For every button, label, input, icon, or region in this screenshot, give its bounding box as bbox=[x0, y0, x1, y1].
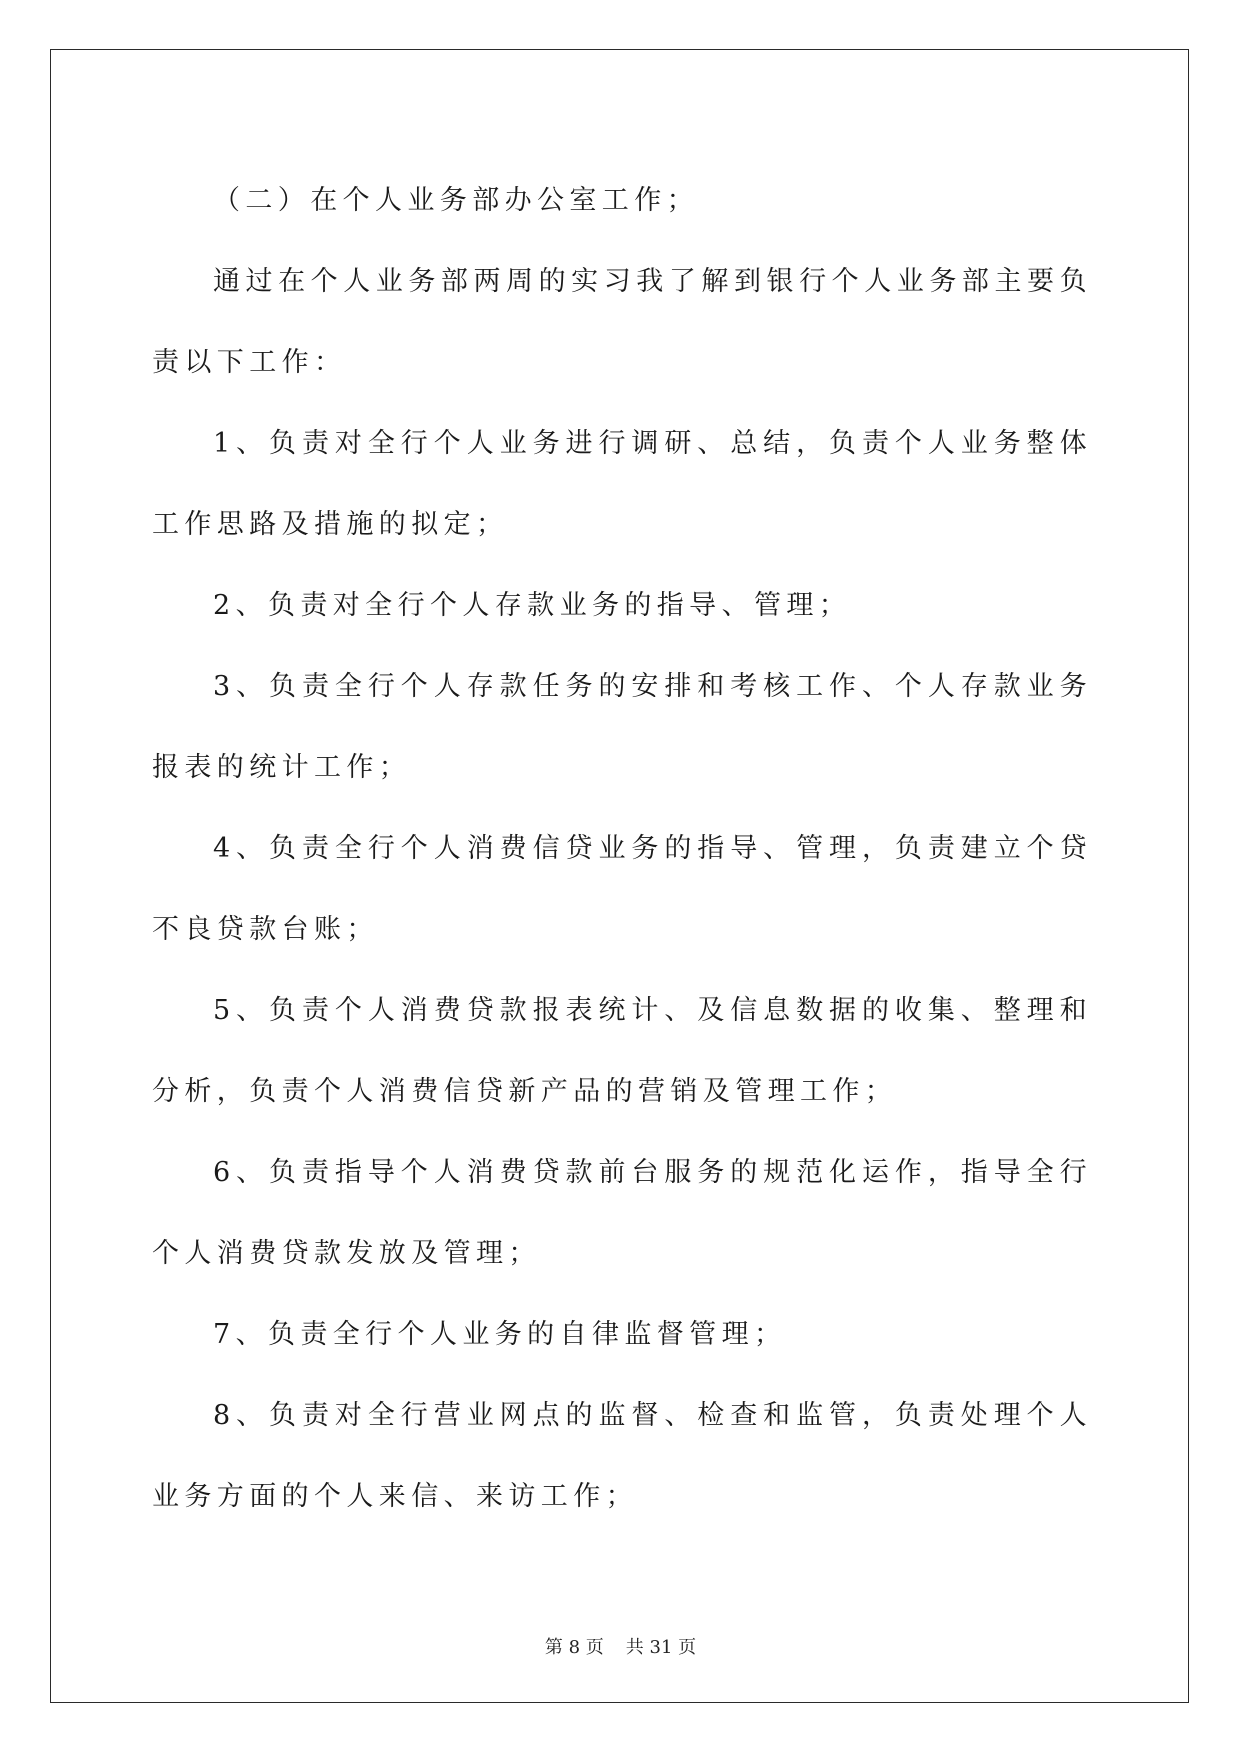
paragraph-item-1: 1、负责对全行个人业务进行调研、总结，负责个人业务整体工作思路及措施的拟定； bbox=[152, 428, 1092, 540]
page-total: 共 31 页 bbox=[625, 1637, 697, 1658]
paragraph-item-8: 8、负责对全行营业网点的监督、检查和监管，负责处理个人业务方面的个人来信、来访工作； bbox=[152, 1400, 1092, 1512]
paragraph-intro: 通过在个人业务部两周的实习我了解到银行个人业务部主要负责以下工作： bbox=[152, 266, 1092, 378]
paragraph-item-5: 5、负责个人消费贷款报表统计、及信息数据的收集、整理和分析，负责个人消费信贷新产品的营销及管理工作； bbox=[152, 995, 1092, 1107]
paragraph-item-2: 2、负责对全行个人存款业务的指导、管理； bbox=[213, 590, 852, 621]
document-body bbox=[152, 160, 1092, 1537]
paragraph-item-4: 4、负责全行个人消费信贷业务的指导、管理，负责建立个贷不良贷款台账； bbox=[152, 833, 1092, 945]
page-number: 第 8 页 bbox=[544, 1637, 604, 1658]
paragraph-item-7: 7、负责全行个人业务的自律监督管理； bbox=[213, 1319, 787, 1350]
paragraph-item-6: 6、负责指导个人消费贷款前台服务的规范化运作，指导全行个人消费贷款发放及管理； bbox=[152, 1157, 1092, 1269]
paragraph-item-3: 3、负责全行个人存款任务的安排和考核工作、个人存款业务报表的统计工作； bbox=[152, 671, 1092, 783]
page-footer bbox=[0, 1633, 1241, 1659]
paragraph-section-heading: （二）在个人业务部办公室工作； bbox=[213, 185, 699, 216]
